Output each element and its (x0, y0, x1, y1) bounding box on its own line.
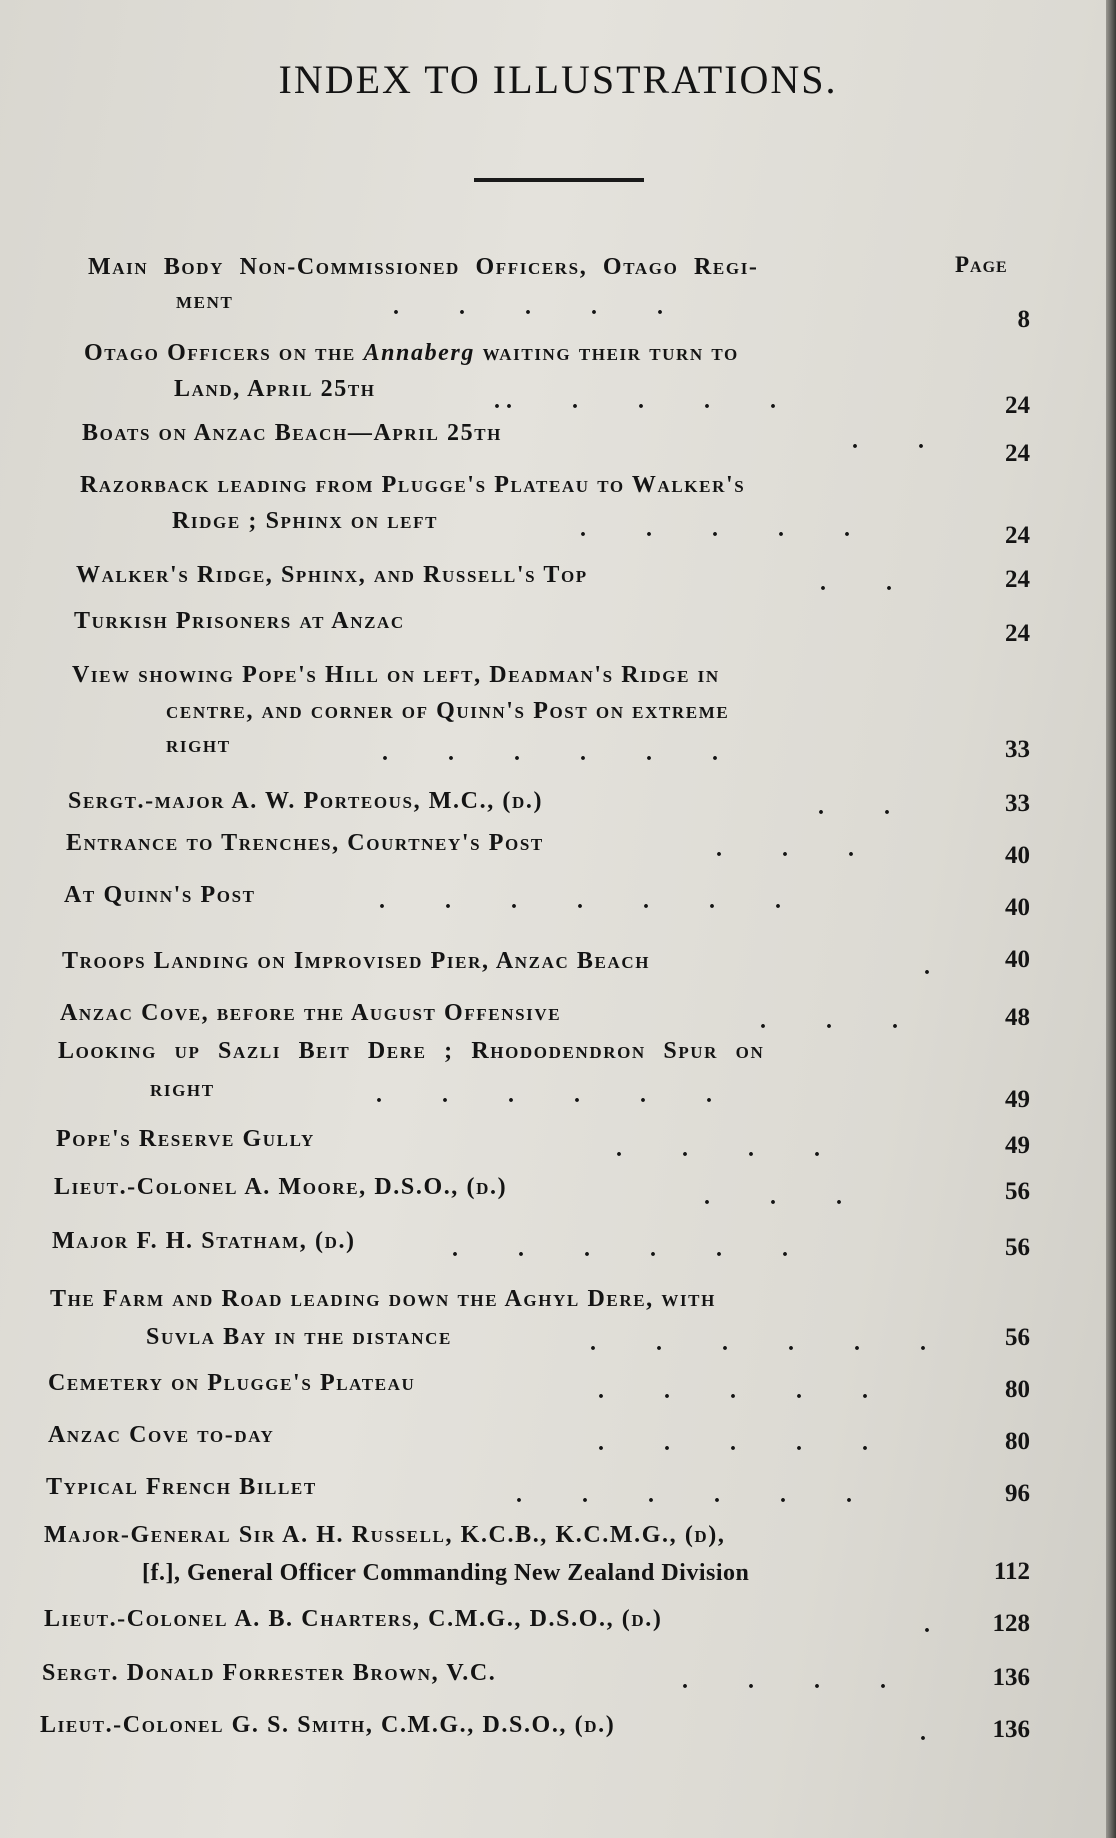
entry-title: The Farm and Road leading down the Aghyl Dere, with (50, 1286, 716, 1312)
index-entry (54, 1168, 842, 1210)
index-entry (44, 1600, 930, 1638)
entry-title: Lieut.-Colonel G. S. Smith, C.M.G., D.S.O., (d.) (40, 1712, 616, 1738)
page-number: 56 (1005, 1324, 1030, 1351)
entry-title: Sergt.-major A. W. Porteous, M.C., (d.) (68, 788, 544, 814)
entry-title: Turkish Prisoners at Anzac (74, 608, 405, 634)
index-entry (50, 1280, 926, 1356)
entry-title: Lieut.-Colonel A. Moore, D.S.O., (d.) (54, 1174, 508, 1200)
page-number: 80 (1005, 1428, 1030, 1455)
entry-title-continued: [f.], General Officer Commanding New Zealand Division (142, 1560, 750, 1586)
page-number: 56 (1005, 1178, 1030, 1205)
entry-title-continued: right (166, 732, 231, 758)
page-number: 40 (1005, 894, 1030, 921)
page-number: 136 (992, 1664, 1030, 1691)
leader-dots: . . . (716, 836, 854, 862)
page-column-label: Page (955, 252, 1008, 277)
index-entry (72, 656, 730, 766)
entry-title: Razorback leading from Plugge's Plateau to Walker's (80, 472, 746, 498)
entry-title: Major-General Sir A. H. Russell, K.C.B., K.C.M.G., (d), (44, 1522, 726, 1548)
page-number: 24 (1005, 620, 1030, 647)
entry-title-continued: Suvla Bay in the distance (146, 1324, 452, 1350)
page-number: 40 (1005, 842, 1030, 869)
entry-title: Troops Landing on Improvised Pier, Anzac Beach (62, 948, 651, 974)
entry-title-continued: Land, April 25th (174, 376, 376, 402)
leader-dots: . (924, 1612, 930, 1638)
page-number: 40 (1005, 946, 1030, 973)
page-number: 112 (993, 1558, 1030, 1585)
index-entry (66, 824, 854, 862)
index-entry (42, 1654, 886, 1694)
leader-dots: . (924, 954, 930, 980)
leader-dots: . . . . . (598, 1378, 868, 1404)
page-number: 24 (1005, 566, 1030, 593)
page-number: 136 (992, 1716, 1030, 1743)
index-entry (82, 414, 924, 454)
leader-dots: . . . . . . (494, 388, 776, 414)
index-entry (48, 1364, 868, 1404)
leader-dots: . . . . (682, 1668, 886, 1694)
leader-dots: . . . . . . (516, 1482, 852, 1508)
entry-title: Anzac Cove, before the August Offensive (60, 1000, 562, 1026)
page-title: INDEX TO ILLUSTRATIONS. (278, 57, 838, 102)
entry-title: Walker's Ridge, Sphinx, and Russell's Top (76, 562, 588, 588)
leader-dots: . . . . . (580, 516, 850, 542)
entry-title: Cemetery on Plugge's Plateau (48, 1370, 416, 1396)
index-entry (68, 782, 890, 820)
page-number: 96 (1005, 1480, 1030, 1507)
index-entry (64, 876, 781, 914)
page-number: 80 (1005, 1376, 1030, 1403)
entry-title-continued: right (150, 1076, 215, 1102)
leader-dots: . . . . . (393, 294, 663, 320)
leader-dots: . . . . . (598, 1430, 868, 1456)
ship-name: Annaberg (363, 340, 475, 366)
entry-title: Boats on Anzac Beach—April 25th (82, 420, 502, 446)
index-entry (58, 1032, 765, 1108)
leader-dots: . . . . . . . (379, 888, 781, 914)
entry-title: Looking up Sazli Beit Dere ; Rhododendron Spur on (58, 1038, 765, 1064)
index-entry (88, 248, 759, 320)
entry-title: Anzac Cove to-day (48, 1422, 275, 1448)
index-entry (62, 942, 930, 980)
entry-title: Major F. H. Statham, (d.) (52, 1228, 356, 1254)
page-number: 8 (1017, 306, 1030, 333)
page-edge (1106, 0, 1116, 1838)
leader-dots: . (920, 1720, 926, 1746)
index-entry (52, 1222, 788, 1262)
leader-dots: . . . . . . (376, 1082, 712, 1108)
page-number: 48 (1005, 1004, 1030, 1031)
leader-dots: . . . (704, 1184, 842, 1210)
page-number: 24 (1005, 392, 1030, 419)
page-number: 24 (1005, 440, 1030, 467)
page-number: 33 (1005, 790, 1030, 817)
page-number: 33 (1005, 736, 1030, 763)
page-number: 49 (1005, 1132, 1030, 1159)
entry-title: waiting their turn to (474, 340, 739, 366)
index-entry (40, 1706, 926, 1746)
entry-title-continued: Ridge ; Sphinx on left (172, 508, 439, 534)
index-entry (74, 602, 405, 640)
entry-title: Lieut.-Colonel A. B. Charters, C.M.G., D.S.O., (d.) (44, 1606, 663, 1632)
entry-title: View showing Pope's Hill on left, Deadman's Ridge in (72, 662, 720, 688)
leader-dots: . . . . . . (382, 740, 718, 766)
entry-title: Otago Officers on the (84, 340, 364, 366)
title-rule (474, 178, 644, 182)
entry-title: Pope's Reserve Gully (56, 1126, 315, 1152)
entry-title: Main Body Non-Commissioned Officers, Otago Regi- (88, 254, 759, 280)
index-entry (44, 1516, 750, 1586)
page-number: 56 (1005, 1234, 1030, 1261)
entry-title: Sergt. Donald Forrester Brown, V.C. (42, 1660, 497, 1686)
index-entry (80, 466, 850, 542)
leader-dots: . . . . (616, 1136, 820, 1162)
entry-title: At Quinn's Post (64, 882, 256, 908)
index-entry (76, 556, 892, 596)
index-entry (46, 1468, 852, 1508)
index-entry (84, 334, 776, 414)
entry-title: Entrance to Trenches, Courtney's Post (66, 830, 544, 856)
index-entry (60, 994, 898, 1034)
leader-dots: . . (818, 794, 890, 820)
leader-dots: . . . . . . (452, 1236, 788, 1262)
entry-title-continued: centre, and corner of Quinn's Post on extreme (166, 698, 730, 724)
entry-title: Typical French Billet (46, 1474, 317, 1500)
page-number: 49 (1005, 1086, 1030, 1113)
leader-dots: . . . . . . (590, 1330, 926, 1356)
index-entry (48, 1416, 868, 1456)
leader-dots: . . (852, 428, 924, 454)
index-entry (56, 1120, 820, 1162)
leader-dots: . . (820, 570, 892, 596)
entry-title-continued: ment (176, 288, 234, 314)
leader-dots: . . . (760, 1008, 898, 1034)
page-number: 128 (992, 1610, 1030, 1637)
page-number: 24 (1005, 522, 1030, 549)
